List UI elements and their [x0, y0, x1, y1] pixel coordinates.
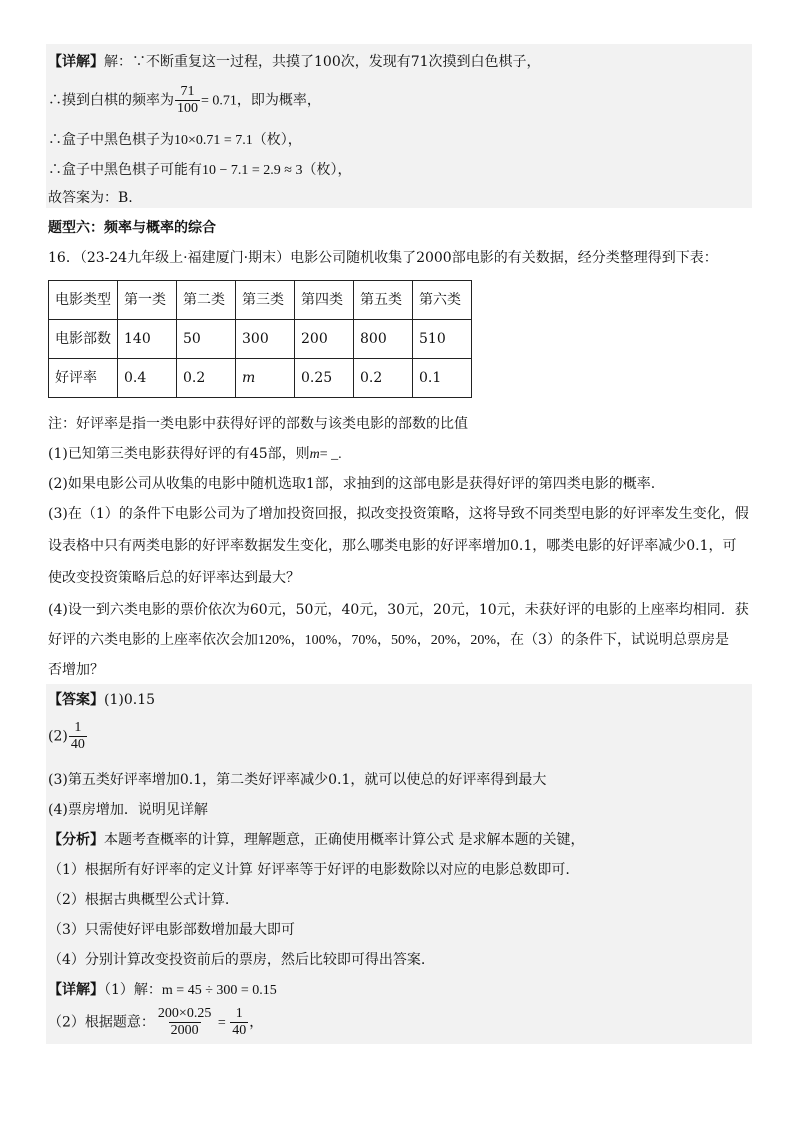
fraction-denominator: 100	[177, 101, 198, 116]
detail-text: ，	[249, 1014, 264, 1031]
answer-text: (1)0.15	[104, 692, 156, 708]
table-cell: 510	[413, 320, 472, 359]
percent-value: 100%	[304, 633, 338, 648]
solution-text: （枚），	[252, 132, 302, 148]
question-part-4-line-3: 否增加？	[48, 662, 104, 678]
table-header-cell: 第二类	[177, 281, 236, 320]
analysis-step-2: （2）根据古典概型公式计算.	[48, 892, 230, 908]
fraction-numerator: 1	[74, 720, 82, 735]
math-expression: m = 45 ÷ 300 = 0.15	[161, 983, 277, 998]
percent-value: 70%	[351, 633, 378, 648]
movie-data-table	[48, 280, 472, 398]
detail-line-2: （2）根据题意： $\frac{200\times 0.25}{2000}$ = $\frac{1}{40}$ ，	[48, 1006, 264, 1038]
detail-tag: 【详解】	[48, 54, 104, 70]
table-row-label: 好评率	[49, 359, 118, 398]
section-heading: 题型六：频率与概率的综合	[48, 220, 216, 236]
math-variable: m	[309, 447, 320, 462]
question-part-3-line-2: 设表格中只有两类电影的好评率数据发生变化，那么哪类电影的好评率增加0.1，哪类电影的好评率减少0.1，可	[48, 538, 737, 554]
table-cell: 50	[177, 320, 236, 359]
detail-text: （2）根据题意：	[48, 1014, 155, 1031]
percent-value: 20%	[430, 633, 457, 648]
answer-line-3: (3)第五类好评率增加0.1，第二类好评率减少0.1，就可以使总的好评率得到最大	[48, 772, 547, 788]
math-expression: 10×0.71 = 7.1	[174, 133, 253, 148]
solution-line-1	[48, 52, 541, 72]
question-stem: 16．（23-24九年级上·福建厦门·期末）电影公司随机收集了2000部电影的有关数据，经分类整理得到下表：	[48, 250, 718, 266]
solution-text: ∴盒子中黑色棋子为	[48, 132, 174, 148]
question-part-4-line-1: (4)设一到六类电影的票价依次为60元，50元，40元，30元，20元，10元，未获好评的电影的上座率均相同．获	[48, 602, 749, 618]
table-header-cell: 第六类	[413, 281, 472, 320]
answer-text: (2)	[48, 728, 68, 745]
percent-value: 120%	[258, 633, 291, 648]
solution-line-4	[48, 160, 351, 181]
table-cell: 0.4	[118, 359, 177, 398]
math-expression: 10 − 7.1 = 2.9 ≈ 3	[202, 163, 303, 178]
answer-line-2	[48, 720, 88, 753]
question-part-2: (2)如果电影公司从收集的电影中随机选取1部，求抽到的这部电影是获得好评的第四类电影的概率.	[48, 476, 656, 492]
fraction	[156, 1006, 213, 1039]
solution-text: 解：∵不断重复这一过程，共摸了100次，发现有71次摸到白色棋子，	[104, 54, 541, 70]
fraction	[230, 1006, 248, 1039]
fraction	[69, 720, 87, 753]
solution-text: （枚），	[302, 162, 352, 178]
fraction	[175, 84, 200, 117]
analysis-step-1: （1）根据所有好评率的定义计算 好评率等于好评的电影数除以对应的电影总数即可.	[48, 862, 570, 878]
table-cell: 300	[236, 320, 295, 359]
table-cell: 0.25	[295, 359, 354, 398]
solution-text: ∴摸到白棋的频率为	[48, 92, 174, 109]
fraction-numerator: 1	[235, 1006, 243, 1021]
question-text: ，在（3）的条件下，试说明总票房是	[496, 632, 729, 648]
percent-value: 20%	[470, 633, 497, 648]
solution-line-2	[48, 84, 321, 117]
detail-text: （1）解：	[104, 982, 162, 998]
table-header-cell: 第一类	[118, 281, 177, 320]
question-text: = _.	[319, 447, 342, 462]
analysis-step-4: （4）分别计算改变投资前后的票房，然后比较即可得出答案.	[48, 952, 426, 968]
table-header-cell: 第三类	[236, 281, 295, 320]
table-header-cell: 第四类	[295, 281, 354, 320]
answer-tag: 【答案】	[48, 692, 104, 708]
analysis-intro	[48, 830, 584, 850]
analysis-text: 本题考查概率的计算，理解题意，正确使用概率计算公式 是求解本题的关键，	[104, 832, 585, 848]
fraction-denominator: 40	[70, 737, 85, 752]
table-header-cell: 电影类型	[49, 281, 118, 320]
detail-line-1	[48, 980, 277, 1001]
table-row	[49, 359, 472, 398]
table-row	[49, 281, 472, 320]
analysis-step-3: （3）只需使好评电影部数增加最大即可	[48, 922, 295, 938]
table-cell: 0.1	[413, 359, 472, 398]
table-cell: 0.2	[177, 359, 236, 398]
fraction-numerator: 71	[180, 84, 195, 99]
percent-value: 50%	[391, 633, 417, 648]
answer-line-1	[48, 690, 155, 710]
question-part-4-line-2: 好评的六类电影的上座率依次会加120%，100%，70%，50%，20%，20%，在（3）的条件下，试说明总票房是	[48, 632, 729, 648]
table-cell: 200	[295, 320, 354, 359]
fraction-denominator: 2000	[170, 1023, 199, 1038]
table-cell: m	[236, 359, 295, 398]
solution-text: ∴盒子中黑色棋子可能有	[48, 162, 202, 178]
solution-line-5: 故答案为：B.	[48, 190, 133, 206]
table-cell: 140	[118, 320, 177, 359]
question-part-3-line-1: (3)在（1）的条件下电影公司为了增加投资回报，拟改变投资策略，这将导致不同类型电影的好评率发生变化，假	[48, 506, 749, 522]
question-text: (1)已知第三类电影获得好评的有45部，则	[48, 446, 310, 462]
fraction-numerator: 200×0.25	[157, 1006, 212, 1021]
answer-line-4: (4)票房增加．说明见详解	[48, 802, 208, 818]
question-text: 好评的六类电影的上座率依次会加	[48, 632, 258, 648]
table-note: 注：好评率是指一类电影中获得好评的部数与该类电影的部数的比值	[48, 416, 468, 432]
detail-tag: 【详解】	[48, 982, 104, 998]
fraction-denominator: 40	[232, 1023, 247, 1038]
table-cell: 0.2	[354, 359, 413, 398]
solution-line-3	[48, 130, 302, 151]
table-cell: 800	[354, 320, 413, 359]
table-row	[49, 320, 472, 359]
question-part-1	[48, 444, 342, 465]
table-row-label: 电影部数	[49, 320, 118, 359]
question-part-3-line-3: 使改变投资策略后总的好评率达到最大？	[48, 570, 300, 586]
solution-text: = 0.71，即为概率，	[201, 93, 321, 109]
table-header-cell: 第五类	[354, 281, 413, 320]
analysis-tag: 【分析】	[48, 832, 104, 848]
